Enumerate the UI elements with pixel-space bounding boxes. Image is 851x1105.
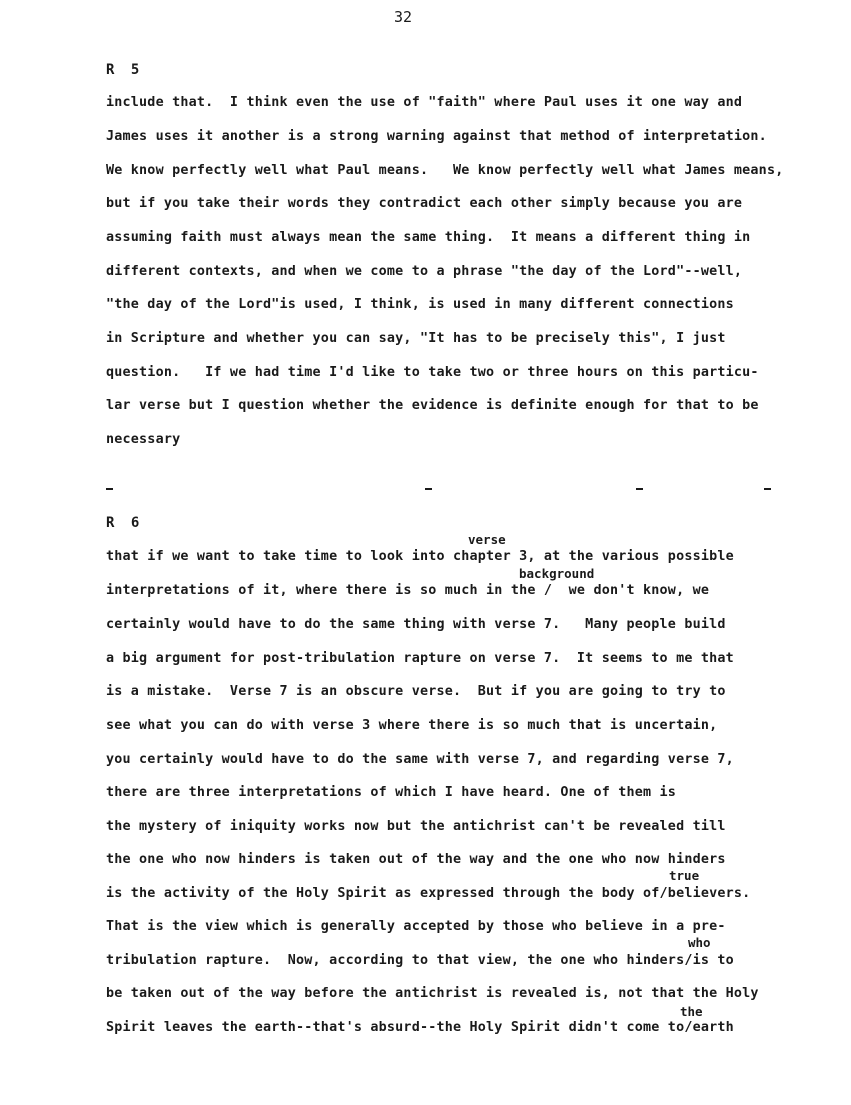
r6-line-15: Spirit leaves the earth--that's absurd--the Holy Spirit didn't come to/earth [106,1020,734,1035]
r6-line-4: a big argument for post-tribulation rapture on verse 7. It seems to me that [106,651,734,666]
r5-line-4: but if you take their words they contradict each other simply because you are [106,196,743,211]
interlinear-insertion-the: the [680,1004,703,1019]
r6-line-9: the mystery of iniquity works now but the antichrist can't be revealed till [106,819,726,834]
interlinear-insertion-who: who [688,935,711,950]
divider-dash [425,488,432,490]
divider-dash [106,488,113,490]
r5-line-8: in Scripture and whether you can say, "It has to be precisely this", I just [106,331,726,346]
r5-line-1: include that. I think even the use of "faith" where Paul uses it one way and [106,95,743,110]
interlinear-insertion-verse: verse [468,532,506,547]
page-number: 32 [394,8,413,26]
divider-dash [636,488,643,490]
r6-line-2: interpretations of it, where there is so much in the / we don't know, we [106,583,710,598]
r6-line-6: see what you can do with verse 3 where there is so much that is uncertain, [106,718,718,733]
r6-line-10: the one who now hinders is taken out of the way and the one who now hinders [106,852,726,867]
r5-line-5: assuming faith must always mean the same thing. It means a different thing in [106,230,751,245]
r5-line-2: James uses it another is a strong warning against that method of interpretation. [106,129,767,144]
r6-line-3: certainly would have to do the same thing with verse 7. Many people build [106,617,726,632]
r5-line-11: necessary [106,432,181,447]
r6-line-12: That is the view which is generally accepted by those who believe in a pre- [106,919,726,934]
divider-dash [764,488,771,490]
r5-line-3: We know perfectly well what Paul means. We know perfectly well what James means, [106,163,784,178]
r6-line-5: is a mistake. Verse 7 is an obscure verse. But if you are going to try to [106,684,726,699]
r6-line-11: is the activity of the Holy Spirit as expressed through the body of/believers. [106,886,751,901]
r5-line-7: "the day of the Lord"is used, I think, is used in many different connections [106,297,734,312]
r6-line-1: that if we want to take time to look into chapter 3, at the various possible [106,549,734,564]
r6-line-8: there are three interpretations of which I have heard. One of them is [106,785,677,800]
section-marker-r6: R 6 [106,515,140,531]
interlinear-insertion-background: background [519,566,595,581]
r5-line-9: question. If we had time I'd like to take two or three hours on this particu- [106,365,759,380]
r6-line-7: you certainly would have to do the same with verse 7, and regarding verse 7, [106,752,734,767]
r5-line-6: different contexts, and when we come to a phrase "the day of the Lord"--well, [106,264,743,279]
section-marker-r5: R 5 [106,62,140,78]
r6-line-13: tribulation rapture. Now, according to that view, the one who hinders/is to [106,953,734,968]
r6-line-14: be taken out of the way before the antichrist is revealed is, not that the Holy [106,986,759,1001]
interlinear-insertion-true: true [669,868,700,883]
r5-line-10: lar verse but I question whether the evidence is definite enough for that to be [106,398,759,413]
